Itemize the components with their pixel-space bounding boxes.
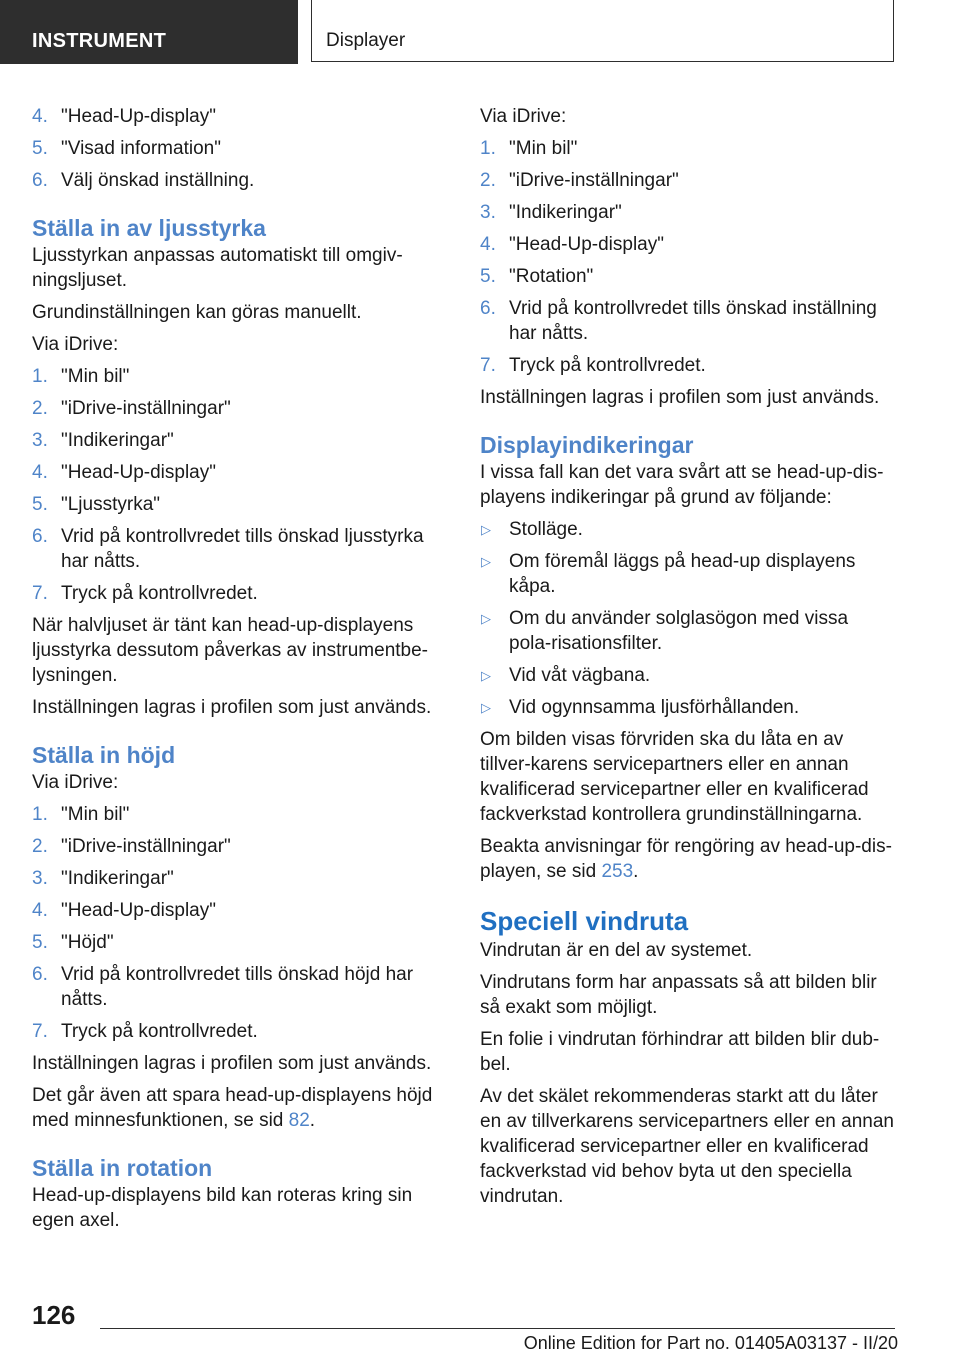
step-text: "Rotation"	[509, 266, 594, 287]
step-text: "Head-Up-display"	[61, 106, 216, 127]
right-column	[480, 104, 895, 1216]
list-item	[480, 549, 895, 599]
step-text: "Min bil"	[61, 804, 130, 825]
list-item	[480, 200, 895, 225]
step-number: 5.	[32, 932, 48, 953]
list-item	[480, 264, 895, 289]
section-heading: Ställa in höjd	[32, 742, 176, 768]
paragraph: Inställningen lagras i profilen som just används.	[32, 1053, 432, 1074]
paragraph: Via iDrive:	[480, 106, 567, 127]
step-text: "Min bil"	[61, 366, 130, 387]
list-item	[32, 428, 437, 453]
paragraph: Vindrutans form har anpassats så att bilden blir så exakt som möjligt.	[480, 972, 877, 1018]
step-text: "Head-Up-display"	[61, 462, 216, 483]
steps-list	[480, 136, 895, 378]
paragraph: Om bilden visas förvriden ska du låta en av tillver-karens servicepartners eller en annan kvalificerad servicepartner eller en kvalificerad fackverkstad kontrollera grundinställningarna.	[480, 729, 869, 825]
list-item	[480, 695, 895, 720]
paragraph-end: .	[309, 1110, 316, 1131]
list-item	[32, 492, 437, 517]
step-number: 6.	[32, 964, 48, 985]
step-text: Välj önskad inställning.	[61, 170, 255, 191]
step-number: 3.	[480, 202, 496, 223]
list-item	[480, 663, 895, 688]
step-number: 2.	[32, 398, 48, 419]
page-number: 126	[32, 1300, 76, 1330]
step-number: 5.	[480, 266, 496, 287]
list-item	[480, 606, 895, 656]
step-text: "Indikeringar"	[509, 202, 622, 223]
list-item	[32, 1019, 437, 1044]
intro-steps-list	[32, 104, 437, 193]
paragraph: När halvljuset är tänt kan head-up-displayens ljusstyrka dessutom påverkas av instrumentbe-lysningen.	[32, 615, 428, 686]
header-title: Displayer	[326, 30, 406, 51]
list-item	[480, 168, 895, 193]
paragraph-end: .	[633, 861, 639, 882]
footer-edition: Online Edition for Part no. 01405A03137 - II/20	[523, 1333, 898, 1353]
steps-list	[32, 364, 437, 606]
list-item	[32, 396, 437, 421]
paragraph: Ljusstyrkan anpassas automatiskt till omgiv-ningsljuset.	[32, 245, 403, 291]
height-section	[32, 740, 437, 1133]
step-text: "iDrive-inställningar"	[61, 398, 231, 419]
step-number: 7.	[480, 355, 496, 376]
list-item	[32, 834, 437, 859]
paragraph: Via iDrive:	[32, 772, 119, 793]
triangle-bullet-icon: ▷	[481, 668, 491, 683]
bullet-text: Om föremål läggs på head-up displayens kåpa.	[509, 551, 856, 597]
step-number: 1.	[480, 138, 496, 159]
list-item	[32, 962, 437, 1012]
step-number: 6.	[480, 298, 496, 319]
section-heading: Ställa in rotation	[32, 1155, 213, 1181]
list-item	[32, 136, 437, 161]
header-section-tab	[0, 0, 298, 64]
paragraph: Av det skälet rekommenderas starkt att du låter en av tillverkarens servicepartners eller en annan kvalificerad servicepartner eller en kvalificerad fackverkstad vid behov byta ut den speciella vindrutan.	[480, 1086, 894, 1207]
step-text: "Head-Up-display"	[61, 900, 216, 921]
paragraph	[480, 834, 895, 884]
step-text: Vrid på kontrollvredet tills önskad höjd har nåtts.	[61, 964, 414, 1010]
list-item	[480, 517, 895, 542]
list-item	[480, 296, 895, 346]
list-item	[480, 136, 895, 161]
step-number: 7.	[32, 1021, 48, 1042]
step-number: 5.	[32, 138, 48, 159]
step-number: 2.	[32, 836, 48, 857]
step-number: 4.	[32, 900, 48, 921]
list-item	[32, 898, 437, 923]
rotation-section	[32, 1153, 437, 1233]
step-text: "Head-Up-display"	[509, 234, 664, 255]
paragraph: Vindrutan är en del av systemet.	[480, 940, 753, 961]
steps-list	[32, 802, 437, 1044]
section-heading: Ställa in av ljusstyrka	[32, 215, 266, 241]
paragraph-text: Beakta anvisningar för rengöring av head-up-dis-playen, se sid	[480, 836, 892, 882]
step-number: 5.	[32, 494, 48, 515]
section-heading: Displayindikeringar	[480, 432, 694, 458]
paragraph: Head-up-displayens bild kan roteras kring sin egen axel.	[32, 1185, 413, 1231]
step-text: Tryck på kontrollvredet.	[61, 1021, 258, 1042]
step-text: "iDrive-inställningar"	[509, 170, 679, 191]
bullet-text: Vid våt vägbana.	[509, 665, 651, 686]
step-text: "Indikeringar"	[61, 430, 174, 451]
bullet-text: Om du använder solglasögon med vissa pola-risationsfilter.	[509, 608, 849, 654]
paragraph: Inställningen lagras i profilen som just används.	[480, 387, 880, 408]
step-number: 1.	[32, 366, 48, 387]
list-item	[32, 866, 437, 891]
step-number: 6.	[32, 526, 48, 547]
brightness-section	[32, 213, 437, 720]
triangle-bullet-icon: ▷	[481, 554, 491, 569]
bullet-list	[480, 517, 895, 720]
step-number: 3.	[32, 430, 48, 451]
list-item	[32, 104, 437, 129]
paragraph: I vissa fall kan det vara svårt att se head-up-dis-playens indikeringar på grund av följande:	[480, 462, 884, 508]
step-number: 4.	[32, 462, 48, 483]
bullet-text: Stolläge.	[509, 519, 583, 540]
paragraph: Inställningen lagras i profilen som just används.	[32, 697, 432, 718]
list-item	[480, 232, 895, 257]
left-column	[32, 104, 437, 1240]
list-item	[32, 168, 437, 193]
step-text: "Indikeringar"	[61, 868, 174, 889]
step-text: Vrid på kontrollvredet tills önskad ljusstyrka har nåtts.	[61, 526, 424, 572]
step-text: "Höjd"	[61, 932, 114, 953]
triangle-bullet-icon: ▷	[481, 522, 491, 537]
step-number: 3.	[32, 868, 48, 889]
step-text: "Ljusstyrka"	[61, 494, 161, 515]
step-number: 6.	[32, 170, 48, 191]
step-text: "iDrive-inställningar"	[61, 836, 231, 857]
step-text: Tryck på kontrollvredet.	[61, 583, 258, 604]
header-section-label: INSTRUMENT	[32, 30, 167, 52]
step-number: 4.	[480, 234, 496, 255]
paragraph: Grundinställningen kan göras manuellt.	[32, 302, 362, 323]
section-heading: Speciell vindruta	[480, 906, 689, 936]
list-item	[32, 930, 437, 955]
step-text: Vrid på kontrollvredet tills önskad inställning har nåtts.	[509, 298, 877, 344]
footer-divider	[100, 1328, 895, 1329]
windshield-section	[480, 904, 895, 1209]
list-item	[32, 581, 437, 606]
list-item	[32, 460, 437, 485]
paragraph-text: Det går även att spara head-up-displayens höjd med minnesfunktionen, se sid	[32, 1085, 433, 1131]
page-link[interactable]: 82	[288, 1110, 310, 1131]
triangle-bullet-icon: ▷	[481, 700, 491, 715]
list-item	[32, 802, 437, 827]
step-number: 1.	[32, 804, 48, 825]
header-title-box	[311, 0, 894, 62]
step-text: Tryck på kontrollvredet.	[509, 355, 706, 376]
list-item	[32, 524, 437, 574]
bullet-text: Vid ogynnsamma ljusförhållanden.	[509, 697, 800, 718]
indications-section	[480, 430, 895, 884]
triangle-bullet-icon: ▷	[481, 611, 491, 626]
paragraph	[32, 1083, 437, 1133]
step-text: "Min bil"	[509, 138, 578, 159]
list-item	[480, 353, 895, 378]
step-number: 2.	[480, 170, 496, 191]
step-text: "Visad information"	[61, 138, 221, 159]
step-number: 7.	[32, 583, 48, 604]
step-number: 4.	[32, 106, 48, 127]
list-item	[32, 364, 437, 389]
page-link[interactable]: 253	[601, 861, 634, 882]
paragraph: Via iDrive:	[32, 334, 119, 355]
paragraph: En folie i vindrutan förhindrar att bilden blir dub-bel.	[480, 1029, 880, 1075]
